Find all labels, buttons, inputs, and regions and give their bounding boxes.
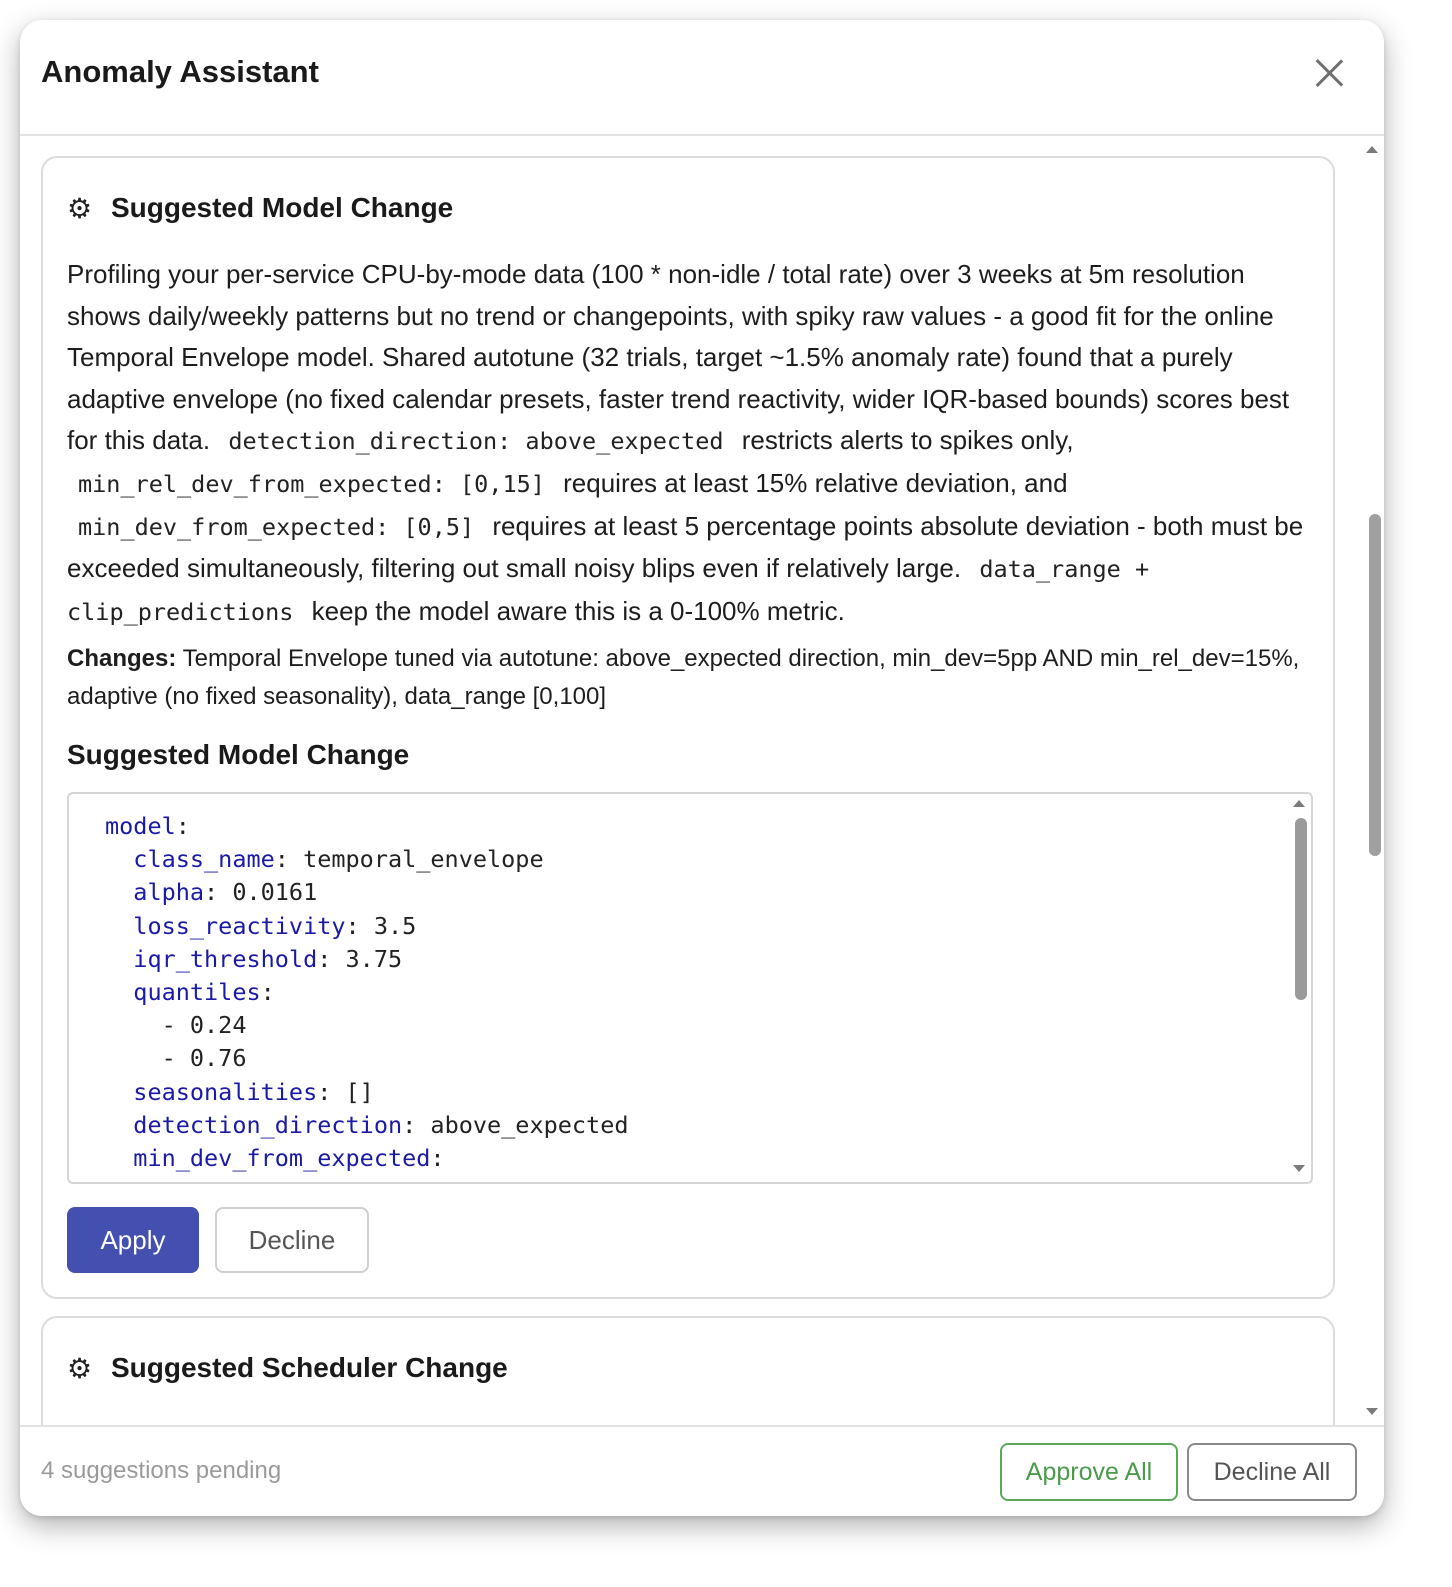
code-key: iqr_threshold [133, 944, 318, 973]
code-line [105, 943, 629, 976]
code-key: min_dev_from_expected [133, 1144, 431, 1173]
scroll-up-arrow-icon[interactable] [1293, 800, 1305, 807]
code-lines [105, 810, 629, 1175]
code-value: : 0.0161 [204, 878, 318, 907]
code-key: alpha [133, 878, 205, 907]
changes-text: Temporal Envelope tuned via autotune: above_expected direction, min_dev=5pp AND min_rel_dev=15%, adaptive (no fixed seasonality), data_range [0,100] [67, 645, 1300, 710]
desc-text: keep the model aware this is a 0-100% metric. [311, 595, 845, 626]
desc-text: requires at least 15% relative deviation, and [563, 467, 1068, 498]
changes-summary [67, 640, 1317, 716]
code-line [105, 843, 629, 876]
card-header [67, 1348, 508, 1388]
yaml-code-block[interactable] [67, 792, 1313, 1184]
modal-body[interactable] [20, 138, 1384, 1425]
card-title: Suggested Scheduler Change [111, 1352, 508, 1383]
close-icon[interactable] [1314, 58, 1344, 88]
approve-all-button[interactable]: Approve All [1000, 1443, 1178, 1501]
code-line [105, 1142, 629, 1175]
code-value: : [260, 978, 275, 1007]
section-title: Suggested Model Change [67, 739, 410, 770]
changes-label: Changes: [67, 645, 177, 672]
anomaly-assistant-modal [20, 20, 1384, 1516]
inline-code: data_range + clip_predictions [67, 555, 1150, 626]
inline-code: detection_direction: above_expected [228, 427, 724, 456]
code-line [105, 976, 629, 1009]
code-line [105, 810, 629, 843]
inline-code: min_dev_from_expected: [0,5] [78, 512, 475, 541]
code-line [105, 1109, 629, 1142]
code-line [105, 1009, 629, 1042]
code-line [105, 910, 629, 943]
code-value: : [175, 812, 190, 840]
code-key: seasonalities [133, 1077, 318, 1106]
code-key: model [105, 812, 176, 840]
code-value: : 3.5 [345, 911, 417, 940]
code-key: loss_reactivity [133, 911, 346, 940]
code-value: : 3.75 [317, 944, 403, 973]
modal-title: Anomaly Assistant [41, 54, 319, 89]
code-key: detection_direction [133, 1110, 403, 1139]
decline-button[interactable]: Decline [215, 1207, 369, 1273]
suggestion-card-scheduler [41, 1316, 1335, 1425]
desc-text: Profiling your per-service CPU-by-mode data (100 * non-idle / total rate) over 3 weeks at 5m resolution shows daily/weekly patterns but no trend or changepoints, with spiky raw values - a good fit for the online Temporal Envelope model. Shared autotune (32 trials, target ~1.5% anomaly rate) found that a purely adaptive envelope (no fixed calendar presets, faster trend reactivity, wider IQR-based bounds) scores best for this data. [67, 259, 1290, 456]
scroll-down-arrow-icon[interactable] [1293, 1165, 1305, 1172]
body-scrollbar-thumb[interactable] [1369, 514, 1381, 856]
decline-all-button[interactable]: Decline All [1187, 1443, 1357, 1501]
desc-text: restricts alerts to spikes only, [741, 425, 1074, 456]
scroll-down-arrow-icon[interactable] [1366, 1408, 1378, 1415]
code-value: - 0.24 [161, 1011, 247, 1040]
gear-icon: ⚙ [67, 192, 93, 224]
code-value: - 0.76 [161, 1044, 247, 1073]
card-header [67, 188, 453, 228]
code-line [105, 876, 629, 909]
code-value: : above_expected [402, 1110, 629, 1139]
scroll-up-arrow-icon[interactable] [1366, 146, 1378, 153]
suggestion-card-model [41, 156, 1335, 1299]
apply-button[interactable]: Apply [67, 1207, 199, 1273]
inline-code: min_rel_dev_from_expected: [0,15] [78, 469, 545, 498]
code-value: : [] [317, 1077, 374, 1106]
code-line [105, 1042, 629, 1075]
card-title: Suggested Model Change [111, 192, 454, 223]
code-value: : [430, 1144, 445, 1173]
card-description [67, 254, 1317, 633]
code-key: class_name [133, 845, 275, 874]
code-line [105, 1076, 629, 1109]
code-value: : temporal_envelope [274, 845, 544, 874]
modal-header [20, 20, 1384, 136]
pending-count: 4 suggestions pending [41, 1457, 282, 1484]
code-scrollbar-thumb[interactable] [1295, 818, 1307, 1000]
modal-footer [20, 1425, 1384, 1516]
desc-text: requires at least 5 percentage points absolute deviation - both must be exceeded simultaneously, filtering out small noisy blips even if relatively large. [67, 510, 1304, 584]
gear-icon: ⚙ [67, 1352, 93, 1384]
code-key: quantiles [133, 978, 261, 1007]
